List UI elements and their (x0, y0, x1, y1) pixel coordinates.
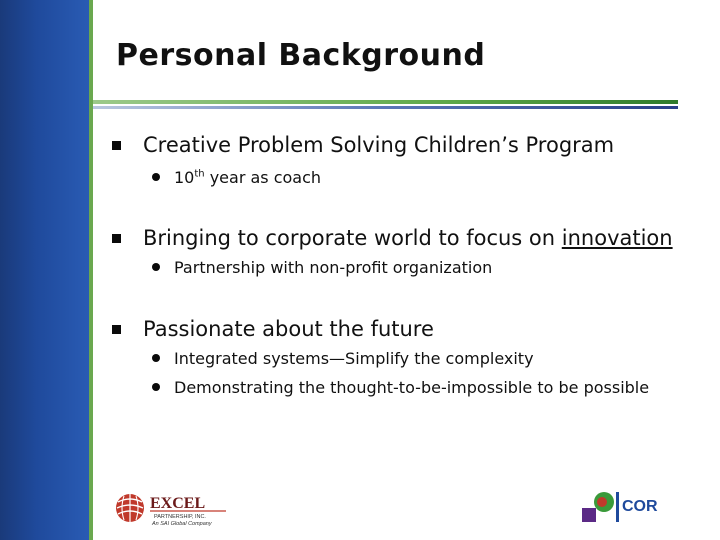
square-bullet-icon (112, 141, 121, 150)
svg-text:An SAI Global Company: An SAI Global Company (152, 521, 212, 527)
title-underline-blue (93, 106, 678, 109)
square-bullet-icon (112, 234, 121, 243)
excel-globe-icon (116, 494, 144, 522)
round-bullet-icon (152, 354, 160, 362)
square-bullet-icon (112, 325, 121, 334)
sub-bullet-text: Integrated systems—Simplify the complexity (174, 349, 534, 368)
round-bullet-icon (152, 263, 160, 271)
round-bullet-icon (152, 173, 160, 181)
cor-logo (580, 488, 670, 528)
svg-text:COR: COR (622, 498, 658, 515)
sub-bullet-text: 10th year as coach (174, 168, 322, 187)
sub-bullet-text: Demonstrating the thought-to-be-impossible to be possible (174, 378, 650, 397)
bullet-text: Passionate about the future (143, 317, 434, 341)
round-bullet-icon (152, 383, 160, 391)
innovation-underlined-word: innovation (561, 226, 673, 250)
cor-square-icon (582, 508, 596, 522)
bullet-text: Bringing to corporate world to focus on innovation (143, 226, 673, 250)
title-underline-green (93, 100, 678, 104)
excel-partnership-logo (114, 488, 234, 528)
svg-text:EXCEL: EXCEL (150, 495, 206, 512)
slide-title: Personal Background (116, 38, 486, 73)
left-decorative-bar (0, 0, 92, 540)
sub-bullet-text: Partnership with non-profit organization (174, 258, 493, 277)
bullet-text: Creative Problem Solving Children’s Program (143, 133, 615, 157)
svg-text:PARTNERSHIP, INC.: PARTNERSHIP, INC. (154, 514, 206, 520)
